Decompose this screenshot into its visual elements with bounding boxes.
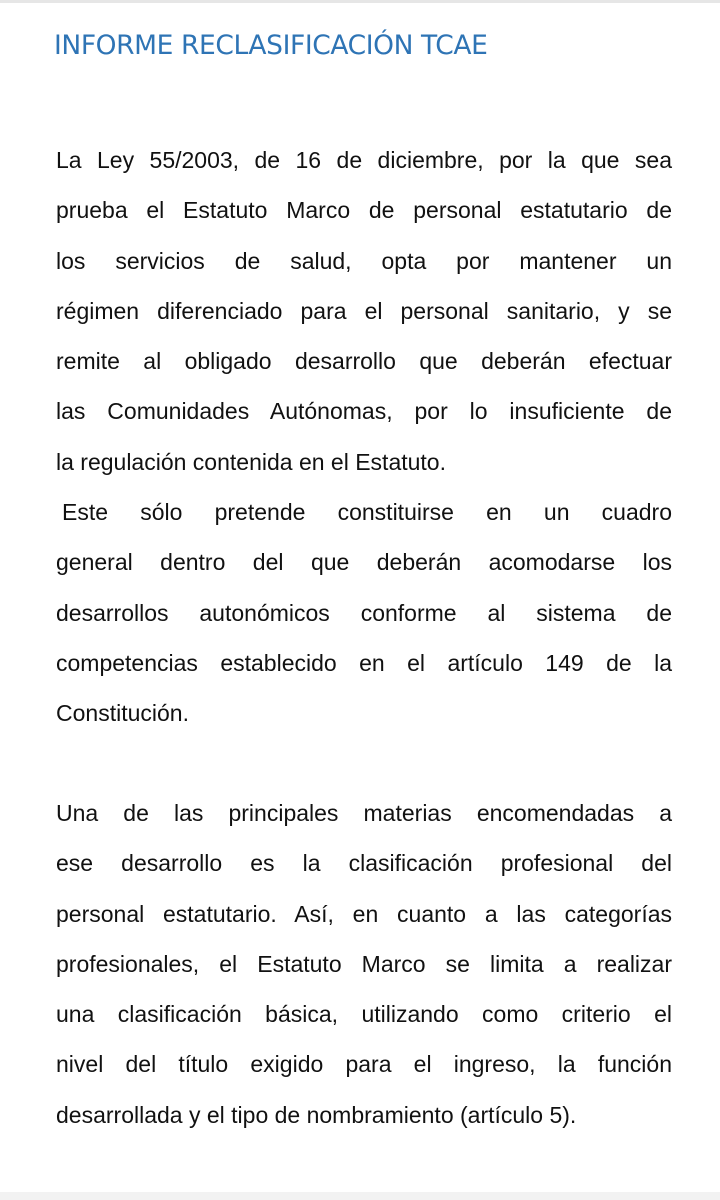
paragraph-2: [56, 788, 672, 1140]
paragraph-2-line: una clasificación básica, utilizando como criterio el: [56, 1001, 672, 1028]
paragraph-1-line: los servicios de salud, opta por mantener un: [56, 247, 672, 274]
paragraph-1-line: las Comunidades Autónomas, por lo insuficiente de: [56, 398, 672, 425]
paragraph-2-line: ese desarrollo es la clasificación profesional del: [56, 850, 672, 877]
paragraph-2-line: personal estatutario. Así, en cuanto a las categorías: [56, 900, 672, 927]
paragraph-2-line: profesionales, el Estatuto Marco se limita a realizar: [56, 950, 672, 977]
paragraph-1-line: régimen diferenciado para el personal sanitario, y se: [56, 297, 672, 324]
paragraph-1-line: prueba el Estatuto Marco de personal estatutario de: [56, 197, 672, 224]
paragraph-2-line: desarrollada y el tipo de nombramiento (artículo 5).: [56, 1101, 577, 1128]
paragraph-1-line: Este sólo pretende constituirse en un cuadro: [62, 499, 672, 526]
paragraph-2-line: nivel del título exigido para el ingreso, la función: [56, 1051, 672, 1078]
paragraph-1-line: competencias establecido en el artículo 149 de la: [56, 649, 672, 676]
paragraph-1-line: La Ley 55/2003, de 16 de diciembre, por la que sea: [56, 147, 672, 173]
paragraph-1-line: general dentro del que deberán acomodarse los: [56, 549, 672, 576]
paragraph-1-line: desarrollos autonómicos conforme al sistema de: [56, 599, 672, 626]
document-title: INFORME RECLASIFICACIÓN TCAE: [54, 30, 488, 61]
paragraph-2-line: Una de las principales materias encomendadas a: [56, 800, 672, 826]
bottom-edge-divider: [0, 1192, 720, 1200]
paragraph-1-line: remite al obligado desarrollo que deberán efectuar: [56, 348, 672, 375]
paragraph-1: [56, 135, 672, 739]
paragraph-1-line: Constitución.: [56, 700, 189, 727]
paragraph-1-line: la regulación contenida en el Estatuto.: [56, 448, 446, 475]
top-edge-divider: [0, 0, 720, 3]
